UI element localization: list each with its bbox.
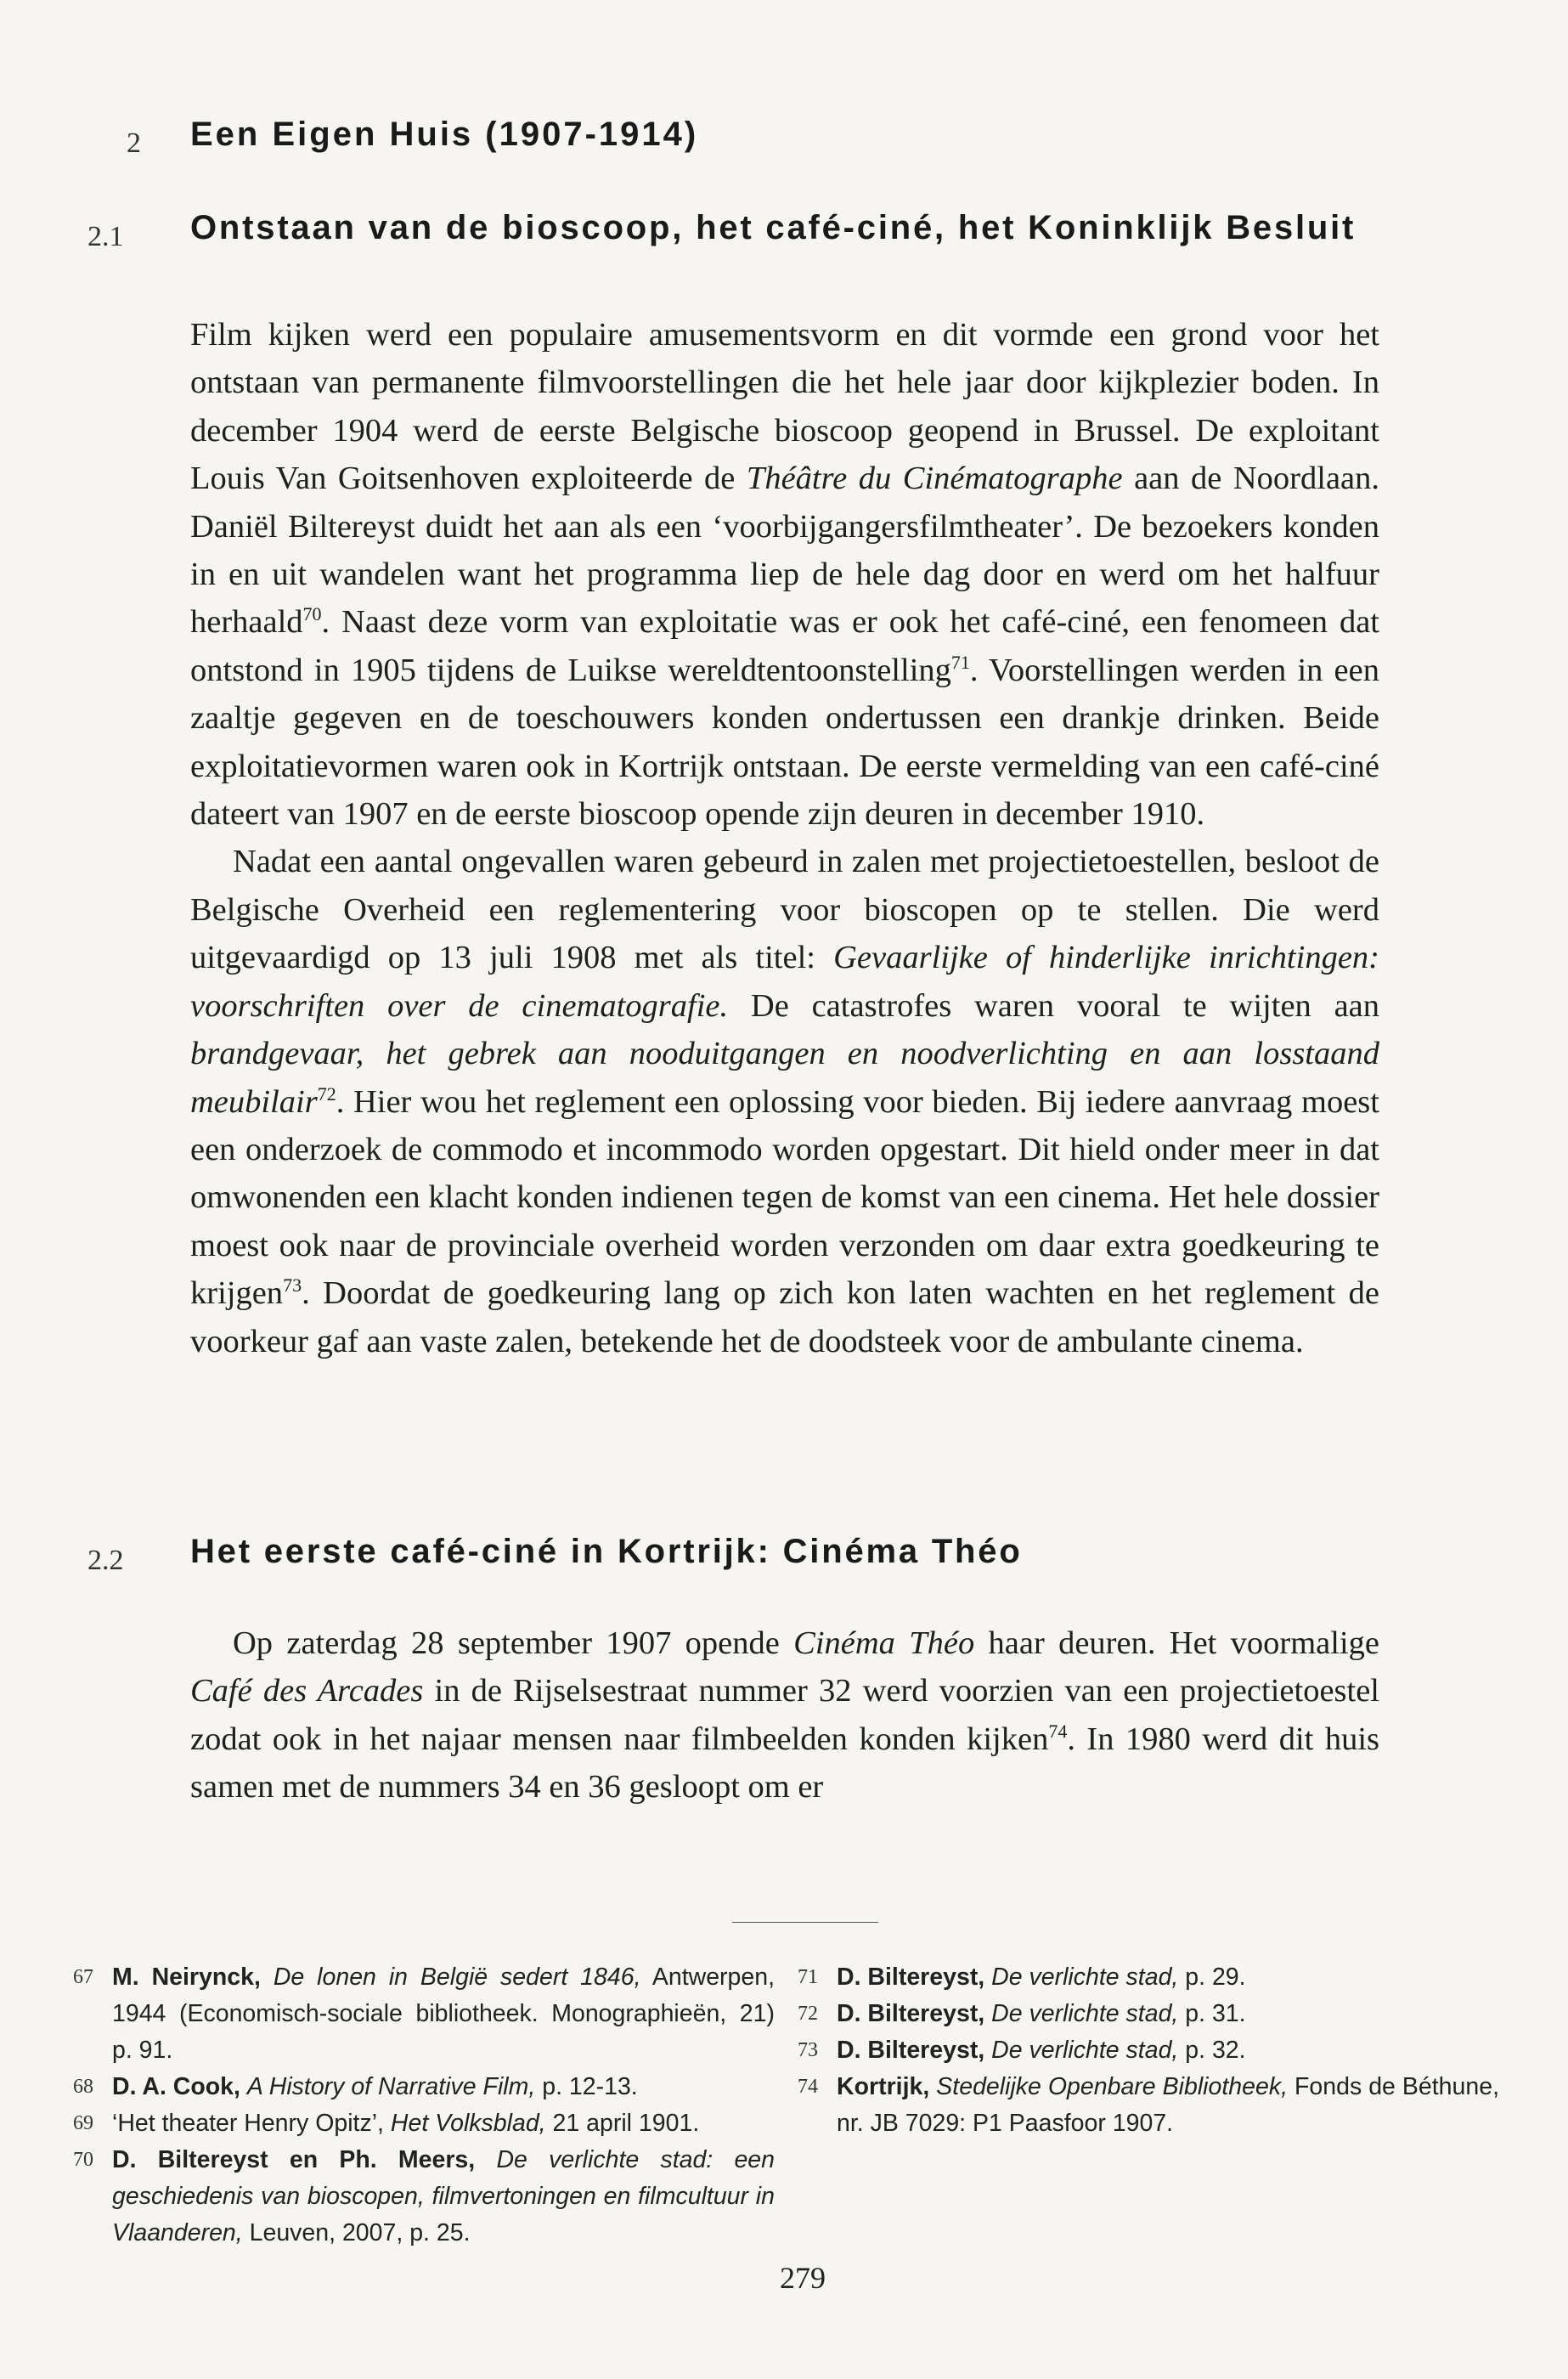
footnote: 72 D. Biltereyst, De verlichte stad, p. 31.: [798, 2000, 1246, 2027]
section-number: 2.2: [87, 1545, 124, 1576]
footnote: 70 D. Biltereyst en Ph. Meers, De verlichte stad: een geschiedenis van bioscopen, filmvertoningen en filmcultuur in Vlaanderen, Leuven, 2007, p. 25.: [73, 2146, 776, 2246]
footnote-ref: 72: [317, 1082, 336, 1105]
footnote-ref: 74: [1048, 1720, 1068, 1742]
footnote: 67 M. Neirynck, De lonen in België sedert 1846, Antwerpen, 1944 (Economisch-sociale bibliotheek. Monographieën, 21) p. 91.: [73, 1964, 776, 2064]
paragraph: Op zaterdag 28 september 1907 opende Cinéma Théo haar deuren. Het voormalige Café des Arcades in de Rijselsestraat nummer 32 werd voorzien van een projectietoestel zodat ook in het najaar mensen naar filmbeelden konden kijken$^{74}$. In 1980 werd dit huis samen met de nummers 34 en 36 gesloopt om er: [190, 1625, 1379, 1805]
footnote: 68 D. A. Cook, A History of Narrative Film, p. 12-13.: [73, 2073, 638, 2100]
chapter-number: 2: [127, 127, 141, 159]
section-body: [190, 311, 1379, 1365]
section-title: Ontstaan van de bioscoop, het café-ciné, het Koninklijk Besluit: [190, 209, 1356, 246]
section-number: 2.1: [87, 221, 124, 252]
footnote: 69 ‘Het theater Henry Opitz’, Het Volksblad, 21 april 1901.: [73, 2110, 700, 2137]
footnote-divider: [732, 1922, 878, 1923]
paragraph: Film kijken werd een populaire amusementsvorm en dit vormde een grond voor het ontstaan van permanente filmvoorstellingen die het hele jaar door kijkplezier boden. In december 1904 werd de eerste Belgische bioscoop geopend in Brussel. De exploitant Louis Van Goitsenhoven exploiteerde de Théâtre du Cinématographe aan de Noordlaan. Daniël Biltereyst duidt het aan als een ‘voorbijgangersfilmtheater’. De bezoekers konden in en uit wandelen want het programma liep de hele dag door en werd om het halfuur herhaald$^{70}$. Naast deze vorm van exploitatie was er ook het café-ciné, een fenomeen dat ontstond in 1905 tijdens de Luikse wereldtentoonstelling$^{71}$. Voorstellingen werden in een zaaltje gegeven en de toeschouwers konden ondertussen een drankje drinken. Beide exploitatievormen waren ook in Kortrijk ontstaan. De eerste vermelding van een café-ciné dateert van 1907 en de eerste bioscoop opende zijn deuren in december 1910.: [190, 317, 1379, 833]
footnote-ref: 73: [283, 1274, 302, 1297]
section-title: Het eerste café-ciné in Kortrijk: Cinéma Théo: [190, 1533, 1023, 1570]
section-body: [190, 1619, 1379, 1811]
footnotes-right: [798, 1959, 1500, 2142]
footnote: 74 Kortrijk, Stedelijke Openbare Bibliotheek, Fonds de Béthune, nr. JB 7029: P1 Paasfoor 1907.: [798, 2073, 1500, 2137]
chapter-title: Een Eigen Huis (1907-1914): [190, 116, 699, 153]
footnote: 71 D. Biltereyst, De verlichte stad, p. 29.: [798, 1964, 1246, 1991]
footnote-ref: 70: [302, 603, 322, 625]
footnotes-left: [73, 1959, 776, 2252]
footnote: 73 D. Biltereyst, De verlichte stad, p. 32.: [798, 2037, 1246, 2064]
paragraph: Nadat een aantal ongevallen waren gebeurd in zalen met projectietoestellen, besloot de Belgische Overheid een reglementering voor bioscopen op te stellen. Die werd uitgevaardigd op 13 juli 1908 met als titel: Gevaarlijke of hinderlijke inrichtingen: voorschriften over de cinematografie. De catastrofes waren vooral te wijten aan brandgevaar, het gebrek aan nooduitgangen en noodverlichting en aan losstaand meubilair$^{72}$. Hier wou het reglement een oplossing voor bieden. Bij iedere aanvraag moest een onderzoek de commodo et incommodo worden opgestart. Dit hield onder meer in dat omwonenden een klacht konden indienen tegen de komst van een cinema. Het hele dossier moest ook naar de provinciale overheid worden verzonden om daar extra goedkeuring te krijgen$^{73}$. Doordat de goedkeuring lang op zich kon laten wachten en het reglement de voorkeur gaf aan vaste zalen, betekende het de doodsteek voor de ambulante cinema.: [190, 844, 1380, 1359]
page-number: 279: [780, 2261, 826, 2295]
footnote-ref: 71: [950, 652, 970, 674]
